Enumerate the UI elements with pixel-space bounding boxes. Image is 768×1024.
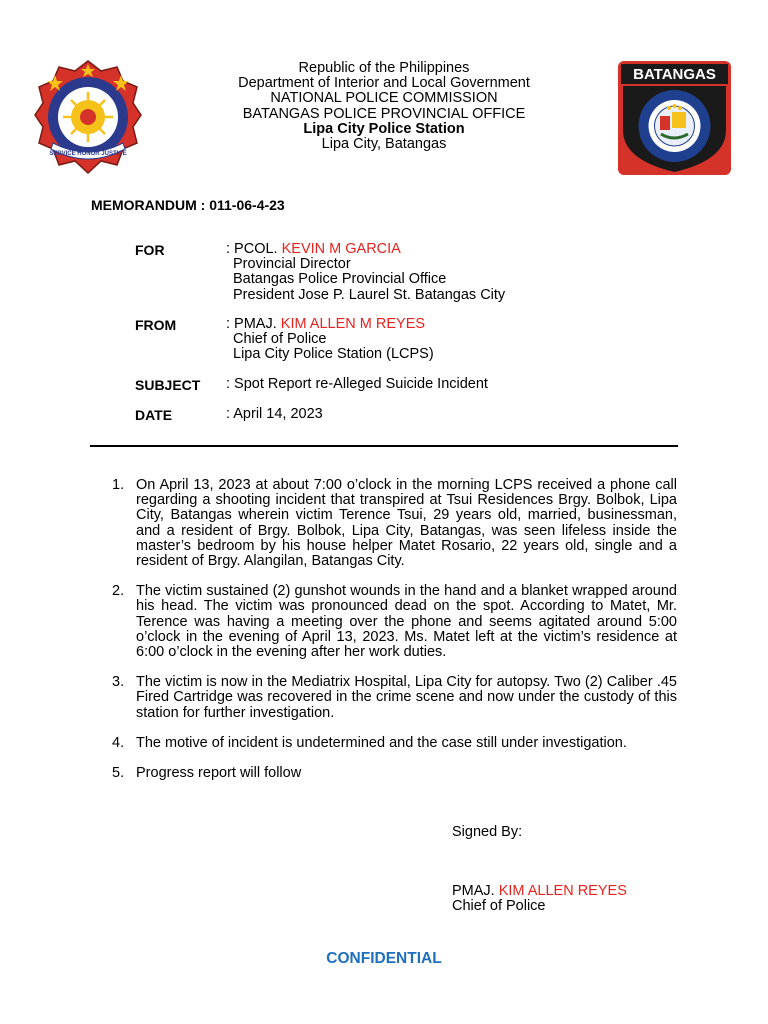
letterhead-line-3: NATIONAL POLICE COMMISSION — [270, 90, 498, 107]
header-divider — [90, 445, 678, 447]
memorandum-number: MEMORANDUM : 011-06-4-23 — [91, 197, 285, 213]
signed-by-label: Signed By: — [452, 824, 523, 840]
letterhead — [210, 61, 558, 152]
letterhead-line-5: Lipa City Police Station — [303, 120, 465, 137]
for-line-3: Batangas Police Provincial Office — [233, 271, 447, 288]
letterhead-line-6: Lipa City, Batangas — [321, 136, 447, 153]
pnp-banner-text: SERVICE HONOR JUSTICE — [49, 151, 127, 157]
list-item: 1. On April 13, 2023 at about 7:00 o’clock in the morning LCPS received a phone call regarding a shooting incident that transpired at Tsui Residences Brgy. Bolbok, Lipa City, Batangas wherein victim Terence Tsui, 29 years old, married, businessman, and a resident of Brgy. Bolbok, Lipa City, Batangas, was seen lifeless inside the master’s bedroom by his house helper Matet Rosario, 22 years old, single and a resident of Brgy. Alangilan, Batangas City. — [112, 477, 677, 570]
for-line-2: Provincial Director — [233, 256, 351, 273]
confidential-label: CONFIDENTIAL — [326, 950, 442, 967]
batangas-banner-text: BATANGAS — [633, 66, 716, 83]
pnp-seal-logo — [33, 59, 143, 176]
from-line-2: Chief of Police — [233, 331, 327, 348]
for-block — [226, 242, 505, 303]
list-item: 3. The victim is now in the Mediatrix Hospital, Lipa City for autopsy. Two (2) Caliber .45 Fired Cartridge was recovered in the crime scene and now under the custody of this station for further investigation. — [112, 674, 677, 721]
from-name: KIM ALLEN M REYES — [280, 316, 426, 332]
list-item: 2. The victim sustained (2) gunshot wounds in the hand and a blanket wrapped around his head. The victim was pronounced dead on the spot. According to Matet, Mr. Terence was having a meeting over the phone and seems agitated around 5:00 o’clock in the evening of April 13, 2023. Ms. Matet left at the victim’s residence at 6:00 o’clock in the evening after her work duties. — [112, 583, 677, 661]
batangas-ppo-logo — [617, 60, 732, 176]
for-prefix: : PCOL. — [226, 241, 282, 257]
list-item: 5. Progress report will follow — [112, 765, 302, 782]
letterhead-line-2: Department of Interior and Local Government — [238, 75, 530, 92]
for-name: KEVIN M GARCIA — [281, 241, 401, 257]
list-item: 4. The motive of incident is undetermined and the case still under investigation. — [112, 734, 627, 751]
letterhead-line-4: BATANGAS POLICE PROVINCIAL OFFICE — [242, 105, 526, 122]
subject-label: SUBJECT — [135, 377, 201, 393]
signatory-name: KIM ALLEN REYES — [498, 883, 627, 899]
date-label: DATE — [135, 407, 173, 423]
subject-value: : Spot Report re-Alleged Suicide Incident — [226, 376, 488, 392]
signatory-prefix: PMAJ. — [452, 883, 499, 899]
from-line-3: Lipa City Police Station (LCPS) — [233, 346, 434, 363]
signatory-title: Chief of Police — [452, 898, 546, 915]
signatory-block — [452, 884, 627, 914]
letterhead-line-1: Republic of the Philippines — [298, 60, 470, 76]
from-block — [226, 317, 434, 363]
from-label: FROM — [135, 317, 177, 333]
report-items — [108, 478, 677, 796]
from-prefix: : PMAJ. — [226, 316, 281, 332]
for-label: FOR — [135, 242, 165, 258]
date-value: : April 14, 2023 — [226, 406, 323, 422]
for-line-4: President Jose P. Laurel St. Batangas City — [233, 286, 506, 303]
